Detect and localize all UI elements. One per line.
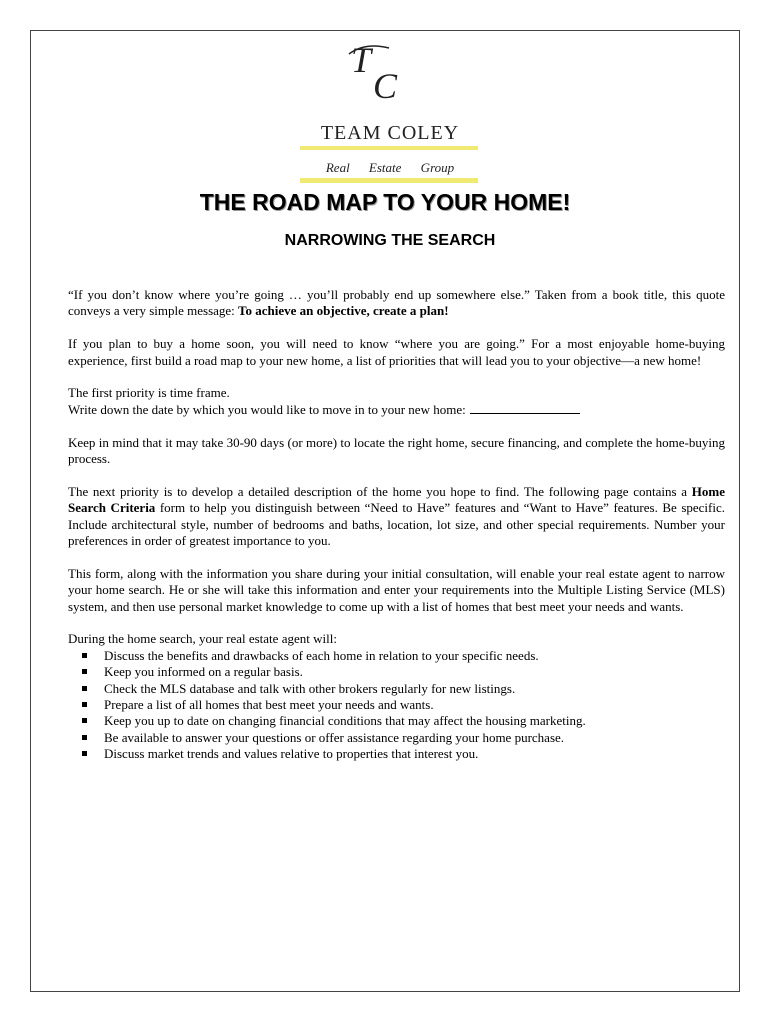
list-item: Be available to answer your questions or offer assistance regarding your home purchase. <box>68 730 725 746</box>
list-item: Keep you up to date on changing financial conditions that may affect the housing marketing. <box>68 713 725 729</box>
document-body <box>68 287 725 763</box>
paragraph-plan: If you plan to buy a home soon, you will need to know “where you are going.” For a most enjoyable home-buying experience, first build a road map to your new home, a list of priorities that will lead you to your objective—a new home! <box>68 336 725 368</box>
move-in-date-blank[interactable] <box>470 402 580 414</box>
logo-company-subtitle: Real Estate Group <box>325 160 455 175</box>
list-item: Check the MLS database and talk with other brokers regularly for new listings. <box>68 681 725 697</box>
paragraph-time-frame <box>68 385 725 418</box>
paragraph-intro <box>68 287 725 320</box>
list-item: Discuss the benefits and drawbacks of each home in relation to your specific needs. <box>68 648 725 664</box>
agent-duties-list <box>68 648 725 763</box>
paragraph-consultation: This form, along with the information you share during your initial consultation, will enable your real estate agent to narrow your home search. He or she will take this information and enter your requirements into the Multiple Listing Service (MLS) system, and then use personal market knowledge to come up with a list of homes that best meet your needs and wants. <box>68 565 725 614</box>
logo-highlight-bar <box>300 178 478 183</box>
emphasis-text: Home Search Criteria <box>68 483 725 516</box>
paragraph-agent-intro: During the home search, your real estate agent will: <box>68 631 337 647</box>
list-item: Prepare a list of all homes that best meet your needs and wants. <box>68 697 725 713</box>
logo-company-name: TEAM COLEY <box>320 122 460 144</box>
logo-highlight-bar <box>300 146 478 150</box>
tc-monogram-logo <box>345 40 415 102</box>
paragraph-timeline: Keep in mind that it may take 30-90 days (or more) to locate the right home, secure financing, and complete the home-buying process. <box>68 434 725 467</box>
svg-text:T: T <box>351 40 372 80</box>
svg-text:C: C <box>373 66 398 102</box>
page-subtitle: NARROWING THE SEARCH <box>284 232 496 249</box>
paragraph-text: Write down the date by which you would like to move in to your new home: <box>68 401 466 417</box>
paragraph-text: The first priority is time frame. <box>68 385 230 401</box>
list-item: Keep you informed on a regular basis. <box>68 664 725 680</box>
paragraph-text: form to help you distinguish between “Need to Have” features and “Want to Have” features. Be specific. Include architectural style, number of bedrooms and baths, location, lot size, and other special requirements. Number your preferences in order of greatest importance to you. <box>68 500 725 549</box>
page-title: THE ROAD MAP TO YOUR HOME! <box>199 189 571 215</box>
paragraph-text: “If you don’t know where you’re going … you’ll probably end up somewhere else.” Taken from a book title, this quote conveys a very simple message: <box>68 287 725 319</box>
paragraph-text: The next priority is to develop a detailed description of the home you hope to find. The following page contains a <box>68 483 692 499</box>
emphasis-text: To achieve an objective, create a plan! <box>238 303 449 319</box>
paragraph-criteria <box>68 484 725 550</box>
list-item: Discuss market trends and values relative to properties that interest you. <box>68 746 725 762</box>
